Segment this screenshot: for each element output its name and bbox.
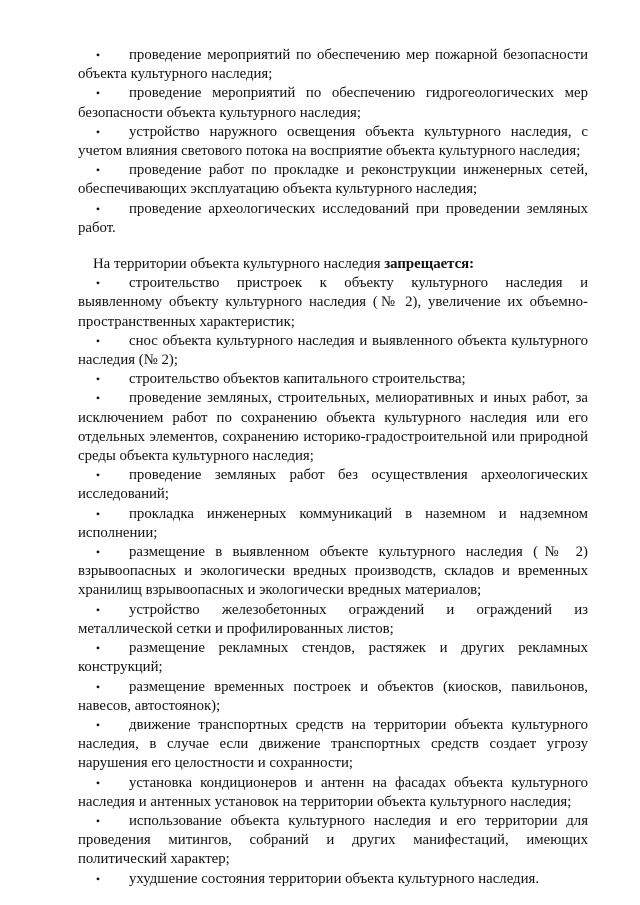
list-item-text: размещение временных построек и объектов (киосков, павильонов, навесов, автостоянок); [78,678,588,714]
list-item [78,543,588,601]
list-item [78,332,588,370]
bullet-icon: • [95,86,101,101]
list-item [78,84,588,122]
list-item-text: прокладка инженерных коммуникаций в наземном и надземном исполнении; [78,505,588,541]
bullet-icon: • [95,372,101,387]
list-item-text: устройство железобетонных ограждений и ограждений из металлической сетки и профилированных листов; [78,601,588,637]
bullet-icon: • [95,679,101,694]
list-item [78,370,588,389]
list-item-text: проведение археологических исследований при проведении земляных работ. [78,200,588,236]
prohibitions-intro-emphasis: запрещается: [384,256,475,273]
list-item [78,601,588,639]
bullet-icon: • [95,333,101,348]
list-item-text: проведение работ по прокладке и реконструкции инженерных сетей, обеспечивающих эксплуатацию объекта культурного наследия; [78,162,588,198]
bullet-icon: • [95,48,101,62]
list-item-text: размещение в выявленном объекте культурного наследия (№ 2) взрывоопасных и экологически вредных производств, складов и временных хранилищ взрывоопасных и экологически вредных материалов; [78,544,588,599]
list-item-text: проведение земляных, строительных, мелиоративных и иных работ, за исключением работ по сохранению объекта культурного наследия или его отдельных элементов, сохранению историко-градостроительной или природной среды объекта культурного наследия; [78,390,588,465]
prohibitions-intro [78,255,588,274]
bullet-icon: • [95,602,101,617]
list-item-text: проведение земляных работ без осуществления археологических исследований; [78,467,588,503]
list-item-text: проведение мероприятий по обеспечению гидрогеологических мер безопасности объекта культурного наследия; [78,85,588,121]
bullet-icon: • [95,871,101,886]
list-item-text: снос объекта культурного наследия и выявленного объекта культурного наследия (№ 2); [78,332,588,369]
list-item [78,870,588,889]
document-content [78,46,588,889]
list-item-text: установка кондиционеров и антенн на фасадах объекта культурного наследия и антенных установок на территории объекта культурного наследия; [78,774,588,810]
bullet-icon: • [95,163,101,178]
list-item [78,274,588,332]
list-item [78,716,588,774]
permitted-works-list [78,46,588,238]
bullet-icon: • [95,468,101,483]
bullet-icon: • [95,506,101,521]
bullet-icon: • [95,641,101,656]
list-item-text: проведение мероприятий по обеспечению мер пожарной безопасности объекта культурного наследия; [78,47,588,83]
list-item [78,505,588,543]
list-item-text: устройство наружного освещения объекта культурного наследия, с учетом влияния светового потока на восприятие объекта культурного наследия; [78,123,588,160]
list-item [78,678,588,716]
list-item-text: движение транспортных средств на территории объекта культурного наследия, в случае если движение транспортных средств создает угрозу нарушения его целостности и сохранности; [78,716,588,772]
prohibitions-intro-text: На территории объекта культурного наследия [93,256,385,273]
list-item-text: использование объекта культурного наследия и его территории для проведения митингов, собраний и других манифестаций, имеющих политический характер; [78,812,588,868]
list-item [78,774,588,812]
bullet-icon: • [95,717,101,732]
list-item-text: строительство объектов капитального строительства; [129,371,466,388]
list-item-text: строительство пристроек к объекту культурного наследия и выявленному объекту культурного наследия (№ 2), увеличение их объемно-пространственных характеристик; [78,275,588,330]
prohibited-works-list [78,274,588,889]
list-item [78,200,588,238]
bullet-icon: • [95,775,101,790]
list-item [78,466,588,504]
bullet-icon: • [95,545,101,560]
list-item [78,46,588,84]
bullet-icon: • [95,391,101,406]
bullet-icon: • [95,813,101,828]
list-item-text: ухудшение состояния территории объекта культурного наследия. [129,870,540,887]
list-item-text: размещение рекламных стендов, растяжек и других рекламных конструкций; [78,640,588,676]
list-item [78,389,588,466]
bullet-icon: • [95,276,101,291]
list-item [78,639,588,677]
list-item [78,812,588,870]
bullet-icon: • [95,201,101,216]
bullet-icon: • [95,124,101,139]
list-item [78,123,588,161]
list-item [78,161,588,199]
